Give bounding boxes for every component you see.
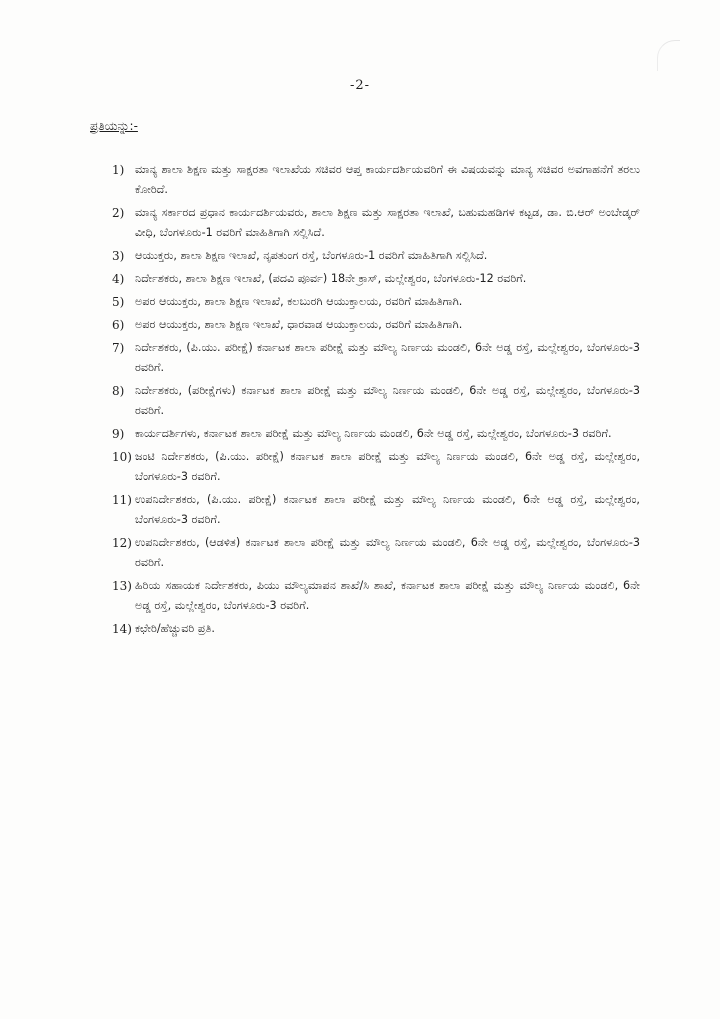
item-text: ಮಾನ್ಯ ಸರ್ಕಾರದ ಪ್ರಧಾನ ಕಾರ್ಯದರ್ಶಿಯವರು, ಶಾಲಾ ಶಿಕ್ಷಣ ಮತ್ತು ಸಾಕ್ಷರತಾ ಇಲಾಖೆ, ಬಹುಮಹಡಿಗಳ ಕಟ್ಟಡ, ಡಾ. ಬಿ.ಆರ್ ಅಂಬೇಡ್ಕರ್ ವೀಧಿ, ಬೆಂಗಳೂರು-1 ರವರಿಗೆ ಮಾಹಿತಿಗಾಗಿ ಸಲ್ಲಿಸಿದೆ.: [135, 206, 640, 239]
item-number: 3): [112, 249, 125, 263]
item-number: 12): [112, 536, 132, 550]
item-text: ನಿರ್ದೇಶಕರು, (ಪರೀಕ್ಷೆಗಳು) ಕರ್ನಾಟಕ ಶಾಲಾ ಪರೀಕ್ಷೆ ಮತ್ತು ಮೌಲ್ಯ ನಿರ್ಣಯ ಮಂಡಲಿ, 6ನೇ ಅಡ್ಡ ರಸ್ತೆ, ಮಲ್ಲೇಶ್ವರಂ, ಬೆಂಗಳೂರು-3 ರವರಿಗೆ.: [135, 384, 640, 417]
list-item: [112, 490, 640, 530]
item-text: ಮಾನ್ಯ ಶಾಲಾ ಶಿಕ್ಷಣ ಮತ್ತು ಸಾಕ್ಷರತಾ ಇಲಾಖೆಯ ಸಚಿವರ ಆಪ್ತ ಕಾರ್ಯದರ್ಶಿಯವರಿಗೆ ಈ ವಿಷಯವನ್ನು ಮಾನ್ಯ ಸಚಿವರ ಅವಗಾಹನೆಗೆ ತರಲು ಕೋರಿದೆ.: [135, 163, 640, 196]
list-item: [112, 338, 640, 378]
item-number: 10): [112, 450, 132, 464]
list-item: [112, 576, 640, 616]
list-item: [112, 381, 640, 421]
list-item: [112, 203, 640, 243]
item-number: 1): [112, 163, 125, 177]
item-text: ಜಂಟಿ ನಿರ್ದೇಶಕರು, (ಪಿ.ಯು. ಪರೀಕ್ಷೆ) ಕರ್ನಾಟಕ ಶಾಲಾ ಪರೀಕ್ಷೆ ಮತ್ತು ಮೌಲ್ಯ ನಿರ್ಣಯ ಮಂಡಲಿ, 6ನೇ ಅಡ್ಡ ರಸ್ತೆ, ಮಲ್ಲೇಶ್ವರಂ, ಬೆಂಗಳೂರು-3 ರವರಿಗೆ.: [135, 450, 640, 483]
item-number: 8): [112, 384, 125, 398]
item-text: ನಿರ್ದೇಶಕರು, (ಪಿ.ಯು. ಪರೀಕ್ಷೆ) ಕರ್ನಾಟಕ ಶಾಲಾ ಪರೀಕ್ಷೆ ಮತ್ತು ಮೌಲ್ಯ ನಿರ್ಣಯ ಮಂಡಲಿ, 6ನೇ ಅಡ್ಡ ರಸ್ತೆ, ಮಲ್ಲೇಶ್ವರಂ, ಬೆಂಗಳೂರು-3 ರವರಿಗೆ.: [135, 341, 640, 374]
item-number: 6): [112, 318, 125, 332]
item-text: ನಿರ್ದೇಶಕರು, ಶಾಲಾ ಶಿಕ್ಷಣ ಇಲಾಖೆ, (ಪದವಿ ಪೂರ್ವ) 18ನೇ ಕ್ರಾಸ್, ಮಲ್ಲೇಶ್ವರಂ, ಬೆಂಗಳೂರು-12 ರವರಿಗೆ.: [135, 272, 527, 285]
item-number: 4): [112, 272, 125, 286]
list-item: [112, 424, 640, 444]
list-item: [112, 160, 640, 200]
item-number: 13): [112, 579, 132, 593]
item-text: ಕಾರ್ಯದರ್ಶಿಗಳು, ಕರ್ನಾಟಕ ಶಾಲಾ ಪರೀಕ್ಷೆ ಮತ್ತು ಮೌಲ್ಯ ನಿರ್ಣಯ ಮಂಡಲಿ, 6ನೇ ಅಡ್ಡ ರಸ್ತೆ, ಮಲ್ಲೇಶ್ವರಂ, ಬೆಂಗಳೂರು-3 ರವರಿಗೆ.: [135, 427, 612, 440]
item-number: 14): [112, 622, 132, 636]
item-number: 7): [112, 341, 125, 355]
page-corner-mark: [657, 40, 680, 71]
item-text: ಉಪನಿರ್ದೇಶಕರು, (ಆಡಳಿತ) ಕರ್ನಾಟಕ ಶಾಲಾ ಪರೀಕ್ಷೆ ಮತ್ತು ಮೌಲ್ಯ ನಿರ್ಣಯ ಮಂಡಲಿ, 6ನೇ ಅಡ್ಡ ರಸ್ತೆ, ಮಲ್ಲೇಶ್ವರಂ, ಬೆಂಗಳೂರು-3 ರವರಿಗೆ.: [135, 536, 640, 569]
list-item: [112, 447, 640, 487]
list-item: [112, 269, 640, 289]
copy-to-heading: ಪ್ರತಿಯನ್ನು:-: [90, 119, 138, 133]
list-item: [112, 292, 640, 312]
list-item: [112, 315, 640, 335]
page-number: -2-: [349, 78, 371, 93]
item-text: ಉಪನಿರ್ದೇಶಕರು, (ಪಿ.ಯು. ಪರೀಕ್ಷೆ) ಕರ್ನಾಟಕ ಶಾಲಾ ಪರೀಕ್ಷೆ ಮತ್ತು ಮೌಲ್ಯ ನಿರ್ಣಯ ಮಂಡಲಿ, 6ನೇ ಅಡ್ಡ ರಸ್ತೆ, ಮಲ್ಲೇಶ್ವರಂ, ಬೆಂಗಳೂರು-3 ರವರಿಗೆ.: [135, 493, 640, 526]
item-text: ಅಪರ ಆಯುಕ್ತರು, ಶಾಲಾ ಶಿಕ್ಷಣ ಇಲಾಖೆ, ಕಲಬುರಗಿ ಆಯುಕ್ತಾಲಯ, ರವರಿಗೆ ಮಾಹಿತಿಗಾಗಿ.: [135, 295, 463, 308]
copy-to-list: [112, 160, 640, 642]
list-item: [112, 533, 640, 573]
item-text: ಹಿರಿಯ ಸಹಾಯಕ ನಿರ್ದೇಶಕರು, ಪಿಯು ಮೌಲ್ಯಮಾಪನ ಶಾಖೆ/ಸಿ ಶಾಖೆ, ಕರ್ನಾಟಕ ಶಾಲಾ ಪರೀಕ್ಷೆ ಮತ್ತು ಮೌಲ್ಯ ನಿರ್ಣಯ ಮಂಡಲಿ, 6ನೇ ಅಡ್ಡ ರಸ್ತೆ, ಮಲ್ಲೇಶ್ವರಂ, ಬೆಂಗಳೂರು-3 ರವರಿಗೆ.: [135, 579, 640, 612]
item-text: ಆಯುಕ್ತರು, ಶಾಲಾ ಶಿಕ್ಷಣ ಇಲಾಖೆ, ನೃಪತುಂಗ ರಸ್ತೆ, ಬೆಂಗಳೂರು-1 ರವರಿಗೆ ಮಾಹಿತಿಗಾಗಿ ಸಲ್ಲಿಸಿದೆ.: [135, 249, 488, 262]
item-number: 11): [112, 493, 132, 507]
item-number: 9): [112, 427, 125, 441]
list-item: [112, 619, 640, 639]
item-text: ಕಛೇರಿ/ಹೆಚ್ಚುವರಿ ಪ್ರತಿ.: [135, 622, 215, 635]
item-text: ಅಪರ ಆಯುಕ್ತರು, ಶಾಲಾ ಶಿಕ್ಷಣ ಇಲಾಖೆ, ಧಾರವಾಡ ಆಯುಕ್ತಾಲಯ, ರವರಿಗೆ ಮಾಹಿತಿಗಾಗಿ.: [135, 318, 463, 331]
list-item: [112, 246, 640, 266]
item-number: 2): [112, 206, 125, 220]
item-number: 5): [112, 295, 125, 309]
